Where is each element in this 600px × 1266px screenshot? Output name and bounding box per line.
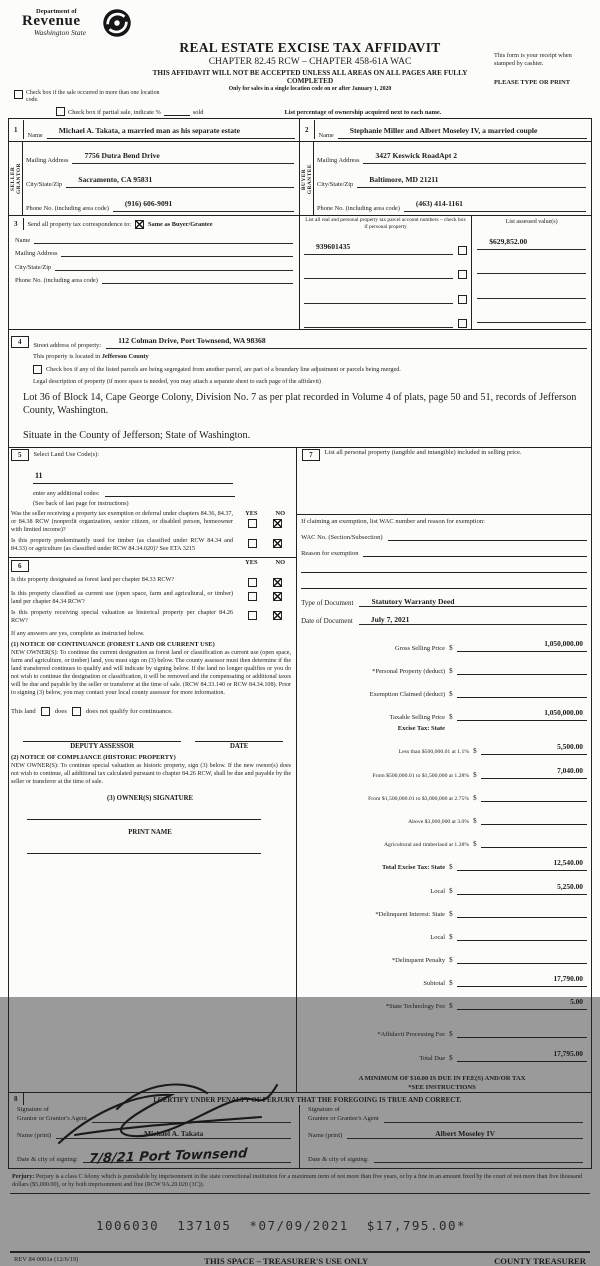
left-column [9, 448, 297, 1092]
grantee-sig-label: Signature of Grantee or Grantee's Agent [308, 1106, 379, 1122]
section-4 [8, 330, 592, 448]
section-2-number: 2 [300, 120, 315, 139]
section-6-number: 6 [11, 560, 29, 572]
excise-tax-state-header: Excise Tax: State [397, 725, 446, 733]
parcel-number-field[interactable] [304, 285, 453, 304]
corr-city-label: City/State/Zip [15, 263, 52, 271]
section-7-number: 7 [302, 449, 320, 461]
assessed-value-field[interactable] [477, 304, 586, 323]
seller-phone-label: Phone No. (including area code) [26, 205, 109, 213]
wac-number-field[interactable] [388, 531, 588, 541]
notice-continuance-text: NEW OWNER(S): To continue the current designation as forest land or classification as current use (open space, farm and agriculture, or timber) land, you must sign on (3) below. The county assessor must then determine if the land transferred continues to qualify and will indicate by signing below. If the land no longer qualifies or you do not wish to continue the designation or classification, it will be removed and the compensating or additional taxes will be due and payable by the seller or transferor at the time of sale. (RCW 84.33.140 or RCW 84.34.108). Prior to signing (3) below, you may contact your local county assessor for more information. [11, 650, 292, 697]
dor-logo [22, 8, 152, 37]
personal-property-blank-area[interactable] [297, 462, 587, 514]
land-does-checkbox[interactable] [41, 707, 50, 716]
section-5-number: 5 [11, 449, 29, 461]
question-row [11, 590, 291, 606]
parcel-number-field[interactable]: 939601435 [304, 236, 453, 255]
street-address-field[interactable]: 112 Colman Drive, Port Townsend, WA 98368 [106, 330, 587, 349]
same-as-buyer-label: Same as Buyer/Grantee [147, 220, 213, 228]
question-row [11, 537, 291, 553]
exemption-claimed-field[interactable] [457, 679, 587, 698]
delinquent-interest-local-field[interactable] [457, 922, 587, 941]
grantee-signature-block [300, 1105, 591, 1168]
q-yes-checkbox[interactable] [248, 592, 257, 601]
corr-phone-field[interactable] [102, 275, 293, 284]
partial-sale-row [56, 107, 592, 116]
yes-label: YES [245, 509, 258, 517]
personal-property-checkbox[interactable] [458, 295, 467, 304]
parcel-row [304, 285, 467, 304]
legal-description-label: Legal description of property (if more space is needed, you may attach a separate sheet to each page of the affidavit) [33, 378, 321, 386]
rev-number: REV 84 0001a (12/6/19) [14, 1256, 79, 1263]
seller-section [9, 119, 300, 215]
personal-property-checkbox[interactable] [458, 270, 467, 279]
logo-dept-text: Department of [36, 8, 77, 15]
buyer-mailing-label: Mailing Address [317, 157, 360, 165]
fin-tier-3: From $1,500,000.01 to $3,000,000 at 2.75% $ [297, 783, 587, 802]
assessed-value-field[interactable] [477, 280, 586, 299]
section-6-header [9, 557, 296, 573]
perjury-note: Perjury: Perjury is a class C felony which is punishable by imprisonment in the state correctional institution for a maximum term of not more than five years, or by a fine in an amount fixed by the court of not more than five thousand dollars ($5,000.00), or by both imprisonment and fine (RCW 9A.20.020 (1C)). [10, 1172, 590, 1194]
fin-row-tech-fee: *State Technology Fee $ 5.00 [297, 991, 587, 1010]
land-qualify-row [11, 707, 291, 716]
personal-property-deduct-field[interactable] [457, 656, 587, 675]
fin-row-gross: Gross Selling Price $ 1,050,000.00 [297, 633, 587, 652]
corr-mailing-label: Mailing Address [15, 250, 58, 258]
corr-city-field[interactable] [55, 262, 293, 271]
grantee-name-print-label: Name (print) [308, 1131, 343, 1139]
situate-line: Situate in the County of Jefferson; State of Washington. [23, 429, 251, 441]
total-excise-state-field[interactable]: 12,540.00 [457, 852, 587, 871]
grantor-date-city-label: Date & city of signing: [17, 1155, 78, 1163]
legal-description-text: Lot 36 of Block 14, Cape George Colony, Division No. 7 as per plat recorded in Volume 4 of plats, page 50 and 51, records of Jefferson County, Washington. [23, 392, 577, 416]
parcel-number-field[interactable] [304, 309, 453, 328]
corr-mailing-field[interactable] [61, 248, 293, 257]
question-text: Is this property designated as forest land per chapter 84.33 RCW? [11, 575, 175, 583]
land-use-label: Select Land Use Code(s): [33, 451, 99, 459]
multi-location-checkbox[interactable] [14, 90, 23, 99]
section-8 [8, 1093, 592, 1169]
fin-row-delinquent-interest: *Delinquent Interest: State $ [297, 899, 587, 918]
question-row [11, 609, 291, 625]
type-or-print-note: PLEASE TYPE OR PRINT [494, 78, 571, 86]
land-does-label: does [54, 708, 67, 716]
q-no-checkbox[interactable] [273, 611, 282, 620]
gross-selling-price-field[interactable]: 1,050,000.00 [457, 633, 587, 652]
corr-name-field[interactable] [34, 235, 293, 244]
seller-city-label: City/State/Zip [26, 181, 63, 189]
corr-name-label: Name [15, 236, 31, 244]
same-as-buyer-checkbox[interactable] [135, 220, 144, 229]
form-warning: THIS AFFIDAVIT WILL NOT BE ACCEPTED UNLESS ALL AREAS ON ALL PAGES ARE FULLY COMPLETED [152, 69, 468, 85]
affidavit-processing-fee-field[interactable] [457, 1019, 587, 1038]
additional-codes-field[interactable] [105, 488, 235, 497]
fin-row-exemption: Exemption Claimed (deduct) $ [297, 679, 587, 698]
tier2-tax-field[interactable]: 7,040.00 [481, 760, 587, 779]
exemption-reason-field-2[interactable] [301, 563, 587, 573]
corr-phone-label: Phone No. (including area code) [15, 277, 98, 285]
fin-tier-agri: Agricultural and timberland at 1.28% $ [297, 829, 587, 848]
exemption-reason-label: Reason for exemption [301, 549, 359, 557]
fin-row-processing-fee: *Affidavit Processing Fee $ [297, 1019, 587, 1038]
buyer-name-field[interactable] [338, 120, 587, 139]
seller-phone-field[interactable]: (916) 606-9091 [113, 193, 294, 212]
buyer-city-field[interactable]: Baltimore, MD 21211 [357, 169, 586, 188]
no-label: NO [275, 558, 286, 566]
fin-row-delinquent-local: Local $ [297, 922, 587, 941]
exemption-reason-field[interactable] [363, 547, 587, 557]
delinquent-interest-state-field[interactable] [457, 899, 587, 918]
certify-statement: I CERTIFY UNDER PENALTY OF PERJURY THAT THE FOREGOING IS TRUE AND CORRECT. [153, 1096, 462, 1105]
deputy-date-field[interactable] [195, 732, 283, 742]
form-chapter: CHAPTER 82.45 RCW – CHAPTER 458-61A WAC [208, 57, 412, 67]
grantor-signature-block [9, 1105, 300, 1168]
notice-compliance-title: (2) NOTICE OF COMPLIANCE (HISTORIC PROPERTY) [11, 754, 176, 762]
seller-city-field[interactable]: Sacramento, CA 95831 [66, 169, 294, 188]
receipt-note: This form is your receipt when stamped by cashier. [494, 52, 572, 67]
assessed-value-field[interactable] [477, 255, 586, 274]
grantee-signature-field[interactable] [384, 1114, 583, 1123]
total-due-field[interactable]: 17,795.00 [457, 1043, 587, 1062]
buyer-phone-field[interactable]: (463) 414-1161 [404, 193, 586, 212]
segregated-label: Check box if any of the listed parcels are being segregated from another parcel, are part of a boundary line adjustment or parcels being merged. [46, 366, 401, 374]
yes-label: YES [245, 558, 258, 566]
fin-row-personal: *Personal Property (deduct) $ [297, 656, 587, 675]
segregated-checkbox[interactable] [33, 365, 42, 374]
state-technology-fee-field[interactable]: 5.00 [457, 991, 587, 1010]
question-row [11, 576, 291, 587]
buyer-name-value: Stephanie Miller and Albert Moseley IV, a married couple [349, 126, 538, 136]
parcels-section [300, 216, 591, 329]
grantor-name-print-field[interactable]: Michael A. Takata [56, 1130, 291, 1139]
buyer-mailing-field[interactable]: 3427 Keswick RoadApt 2 [363, 145, 586, 164]
q-no-checkbox[interactable] [273, 592, 282, 601]
delinquent-penalty-field[interactable] [457, 945, 587, 964]
document-date-field[interactable]: July 7, 2021 [359, 615, 587, 625]
fin-row-subtotal: Subtotal $ 17,790.00 [297, 968, 587, 987]
no-label: NO [275, 509, 286, 517]
buyer-city-label: City/State/Zip [317, 181, 354, 189]
instruct-note: If any answers are yes, complete as instructed below. [11, 630, 145, 638]
fin-row-taxable: Taxable Selling Price $ 1,050,000.00 [297, 702, 587, 721]
parcel-row [304, 260, 467, 279]
q-no-checkbox[interactable] [273, 519, 282, 528]
buyer-section [300, 119, 591, 215]
q-yes-checkbox[interactable] [248, 519, 257, 528]
buyer-role-label: BUYER GRANTEE [300, 142, 314, 215]
notice-compliance-text: NEW OWNER(S): To continue special valuation as historic property, sign (3) below. If the new owner(s) does not wish to continue, all additional tax calculated pursuant to chapter 84.26 RCW, shall be due and payable by the seller or transferor at the time of sale. [11, 763, 292, 786]
street-address-label: Street address of property: [33, 342, 102, 350]
form-title: REAL ESTATE EXCISE TAX AFFIDAVIT [179, 40, 441, 55]
seller-role-label: SELLER GRANTOR [9, 142, 23, 215]
property-county-value: Jefferson County [101, 353, 149, 361]
exemption-reason-field-3[interactable] [301, 579, 587, 589]
assessed-row [477, 280, 586, 299]
county-treasurer-label: COUNTY TREASURER [494, 1256, 586, 1266]
fin-row-delinquent-penalty: *Delinquent Penalty $ [297, 945, 587, 964]
assessed-header: List assessed value(s) [505, 219, 558, 226]
owners-signature-field[interactable] [27, 811, 261, 820]
question-text: Was the seller receiving a property tax exemption or deferral under chapters 84.36, 84.37, or 84.38 RCW (nonprofit organization, senior citizen, or disabled person, homeowner with limited income)? [11, 509, 234, 533]
segregated-row [33, 365, 591, 374]
assessed-row [477, 304, 586, 323]
personal-property-checkbox[interactable] [458, 246, 467, 255]
logo-state-text: Washington State [34, 28, 87, 37]
grantor-signature-field[interactable] [92, 1114, 291, 1123]
fin-tier-4: Above $3,000,000 at 3.0% $ [297, 806, 587, 825]
grantee-date-city-label: Date & city of signing: [308, 1155, 369, 1163]
buyer-phone-label: Phone No. (including area code) [317, 205, 400, 213]
partial-sale-percent-field[interactable] [164, 108, 190, 116]
seller-name-field[interactable] [47, 120, 295, 139]
middle-columns [8, 448, 592, 1093]
cashier-stamp: 1006030 137105 *07/09/2021 $17,795.00* [96, 1218, 467, 1233]
assessed-row [477, 255, 586, 274]
section-3-and-parcels [8, 216, 592, 330]
question-text: Is this property receiving special valuation as historical property per chapter 84.26 RCW? [11, 609, 234, 625]
parcel-number-field[interactable] [304, 260, 453, 279]
q-yes-checkbox[interactable] [248, 611, 257, 620]
fin-tier-1: Less than $500,000.01 at 1.1% $ 5,500.00 [297, 736, 587, 755]
grantee-date-city-field[interactable] [374, 1146, 583, 1163]
parcel-row [304, 309, 467, 328]
exemption-header: If claiming an exemption, list WAC number and reason for exemption: [297, 514, 591, 525]
print-name-label: PRINT NAME [128, 829, 172, 837]
question-text: Is this property classified as current use (open space, farm and agricultural, or timber) land per chapter 84.34 RCW? [11, 589, 234, 605]
partial-sale-label: Check box if partial sale, indicate % [68, 109, 161, 117]
header-center [138, 40, 482, 92]
section-3-number: 3 [9, 218, 24, 230]
logo-revenue-text: Revenue [22, 13, 81, 29]
grantee-name-print-field[interactable]: Albert Moseley IV [347, 1130, 583, 1139]
document-date-label: Date of Document [301, 616, 353, 625]
right-column [297, 448, 591, 1092]
additional-codes-label: enter any additional codes: [33, 489, 100, 497]
parties-section [8, 118, 592, 216]
ownership-note: List percentage of ownership acquired next to each name. [284, 109, 442, 117]
section-4-number: 4 [11, 336, 29, 348]
document-type-label: Type of Document [301, 598, 354, 607]
personal-property-label: List all personal property (tangible and intangible) included in selling price. [324, 448, 522, 456]
seller-name-value: Michael A. Takata, a married man as his separate estate [58, 126, 240, 136]
partial-sale-suffix: sold [192, 109, 204, 117]
notice-continuance-title: (1) NOTICE OF CONTINUANCE (FOREST LAND OR CURRENT USE) [11, 641, 215, 649]
personal-property-checkbox[interactable] [458, 319, 467, 328]
partial-sale-checkbox[interactable] [56, 107, 65, 116]
land-use-code-field[interactable] [33, 465, 233, 484]
print-name-field[interactable] [27, 845, 261, 854]
seller-mailing-label: Mailing Address [26, 157, 69, 165]
tier4-tax-field[interactable] [481, 806, 587, 825]
financial-section [297, 633, 587, 1062]
land-use-code-value: 11 [35, 470, 43, 480]
document-type-field[interactable]: Statutory Warranty Deed [359, 597, 587, 607]
fin-row-total-state: Total Excise Tax: State $ 12,540.00 [297, 852, 587, 871]
land-pre-label: This land [11, 708, 36, 716]
assessed-value-field[interactable]: $629,852.00 [477, 231, 586, 250]
agricultural-tax-field[interactable] [481, 829, 587, 848]
minimum-fee-note: A MINIMUM OF $10.00 IS DUE IN FEE(S) AND/OR TAX *SEE INSTRUCTIONS [358, 1074, 526, 1091]
tier3-tax-field[interactable] [481, 783, 587, 802]
multi-location-label: Check box if the sale occurred in more than one location code. [26, 90, 160, 104]
wac-number-label: WAC No. (Section/Subsection) [301, 533, 383, 541]
section-1-number: 1 [9, 120, 24, 139]
q-no-checkbox[interactable] [273, 539, 282, 548]
property-location-line: This property is located in Jefferson County [33, 353, 149, 361]
q-yes-checkbox[interactable] [248, 578, 257, 587]
taxable-selling-price-field[interactable]: 1,050,000.00 [457, 702, 587, 721]
land-does-not-label: does not qualify for continuance. [85, 708, 173, 716]
section-8-number: 8 [9, 1093, 24, 1105]
parcel-row [304, 236, 467, 255]
dor-logo-icon [102, 8, 132, 38]
single-location-note: Only for sales in a single location code on or after January 1, 2020 [228, 86, 392, 92]
fin-row-total-due: Total Due $ 17,795.00 [297, 1043, 587, 1062]
land-does-not-checkbox[interactable] [72, 707, 81, 716]
grantor-name-print-label: Name (print) [17, 1131, 52, 1139]
grantor-date-city-field[interactable]: 7/8/21 Port Townsend [83, 1146, 291, 1163]
header-right [494, 52, 590, 87]
treasurer-space-label: THIS SPACE – TREASURER'S USE ONLY [204, 1256, 369, 1266]
q-no-checkbox[interactable] [273, 578, 282, 587]
fin-row-local: Local $ 5,250.00 [297, 876, 587, 895]
buyer-name-label: Name [318, 132, 334, 140]
subtotal-field[interactable]: 17,790.00 [457, 968, 587, 987]
seller-name-label: Name [27, 132, 43, 140]
form-footer [10, 1251, 590, 1266]
deputy-date-label: DATE [229, 743, 249, 751]
question-row [11, 510, 291, 534]
fin-tier-2: From $500,000.01 to $1,500,000 at 1.28% $ 7,040.00 [297, 760, 587, 779]
seller-mailing-field[interactable]: 7756 Dutra Bend Drive [72, 145, 294, 164]
correspondence-label: Send all property tax correspondence to: [27, 220, 131, 228]
parcel-header: List all real and personal property tax parcel account numbers – check box if personal property [305, 217, 466, 230]
see-back-note: (See back of last page for instructions) [33, 499, 129, 507]
deputy-assessor-signature-field[interactable] [23, 732, 181, 742]
deputy-assessor-label: DEPUTY ASSESSOR [70, 743, 134, 751]
form-header [8, 6, 592, 90]
section-3 [9, 216, 300, 329]
multi-location-row [14, 90, 164, 104]
local-tax-field[interactable]: 5,250.00 [457, 876, 587, 895]
question-text: Is this property predominantly used for timber (as classified under RCW 84.34 and 84.33) or agriculture (as classified under RCW 84.34.020)? See ETA 3215 [11, 536, 234, 552]
assessed-row [477, 231, 586, 250]
tier1-tax-field[interactable]: 5,500.00 [481, 736, 587, 755]
owners-signature-label: (3) OWNER(S) SIGNATURE [107, 795, 194, 803]
grantor-sig-label: Signature of Grantor or Grantor's Agent [17, 1106, 87, 1122]
q-yes-checkbox[interactable] [248, 539, 257, 548]
